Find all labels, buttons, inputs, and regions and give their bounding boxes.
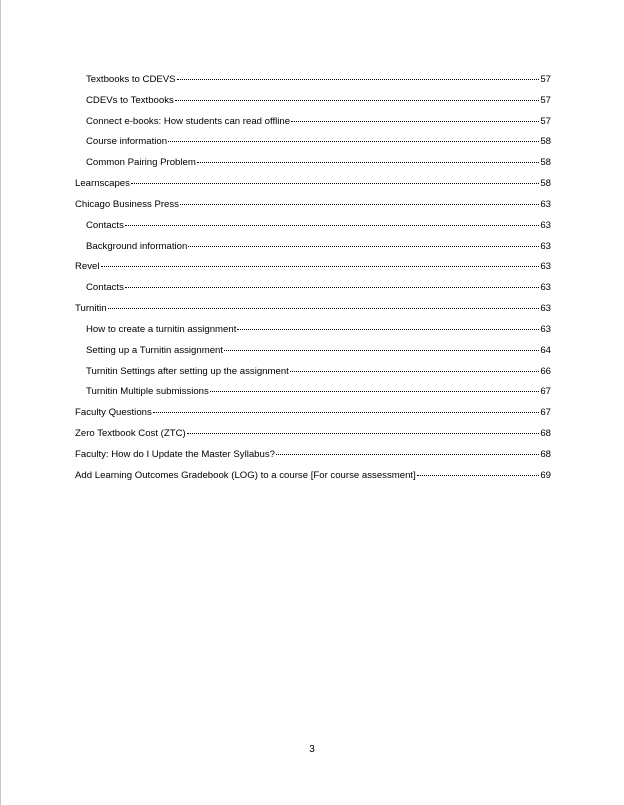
toc-entry[interactable]: [86, 73, 551, 87]
toc-entry-page: 64: [540, 345, 551, 356]
toc-dot-leader: [224, 349, 539, 351]
toc-entry[interactable]: [86, 365, 551, 379]
toc-entry[interactable]: [86, 94, 551, 108]
toc-entry[interactable]: [75, 406, 551, 420]
toc-dot-leader: [291, 120, 539, 122]
toc-entry-page: 68: [540, 428, 551, 439]
toc-entry[interactable]: [86, 385, 551, 399]
toc-entry-title: Course information: [86, 136, 168, 147]
toc-entry-title: Background information: [86, 241, 188, 252]
toc-entry-page: 58: [540, 136, 551, 147]
toc-entry-title: Textbooks to CDEVS: [86, 74, 176, 85]
toc-entry-page: 68: [540, 449, 551, 460]
toc-entry[interactable]: [86, 135, 551, 149]
toc-dot-leader: [108, 307, 540, 309]
toc-entry[interactable]: [86, 240, 551, 254]
toc-entry[interactable]: [75, 469, 551, 483]
toc-entry[interactable]: [75, 177, 551, 191]
toc-entry-page: 69: [540, 470, 551, 481]
toc-entry-title: Faculty Questions: [75, 407, 152, 418]
toc-entry-page: 63: [540, 241, 551, 252]
toc-entry-title: Setting up a Turnitin assignment: [86, 345, 224, 356]
toc-entry[interactable]: [75, 198, 551, 212]
toc-entry-page: 63: [540, 282, 551, 293]
toc-entry-title: Add Learning Outcomes Gradebook (LOG) to a course [For course assessment]: [75, 470, 416, 481]
toc-entry-title: Turnitin Multiple submissions: [86, 386, 209, 397]
toc-entry-page: 66: [540, 366, 551, 377]
toc-dot-leader: [131, 182, 539, 184]
toc-entry-page: 58: [540, 157, 551, 168]
toc-entry-title: Faculty: How do I Update the Master Syllabus?: [75, 449, 275, 460]
page-number: 3: [309, 744, 315, 755]
toc-dot-leader: [168, 140, 539, 142]
toc-dot-leader: [197, 161, 539, 163]
toc-entry[interactable]: [75, 448, 551, 462]
toc-entry-title: Turnitin: [75, 303, 107, 314]
toc-dot-leader: [276, 453, 539, 455]
toc-entry[interactable]: [86, 115, 551, 129]
toc-entry-page: 63: [540, 324, 551, 335]
toc-entry[interactable]: [86, 344, 551, 358]
toc-dot-leader: [177, 78, 540, 80]
toc-entry-title: CDEVs to Textbooks: [86, 95, 174, 106]
toc-dot-leader: [153, 411, 540, 413]
toc-entry[interactable]: [75, 302, 551, 316]
toc-dot-leader: [175, 99, 540, 101]
toc-entry-page: 63: [540, 261, 551, 272]
toc-dot-leader: [125, 224, 539, 226]
toc-entry-title: Common Pairing Problem: [86, 157, 196, 168]
toc-dot-leader: [125, 286, 539, 288]
toc-entry-page: 57: [540, 74, 551, 85]
toc-entry[interactable]: [86, 323, 551, 337]
toc-entry-title: Contacts: [86, 282, 124, 293]
toc-entry-page: 67: [540, 386, 551, 397]
toc-dot-leader: [188, 245, 539, 247]
toc-entry-page: 63: [540, 303, 551, 314]
toc-entry-title: Connect e-books: How students can read offline: [86, 116, 291, 127]
toc-entry-title: Contacts: [86, 220, 124, 231]
toc-dot-leader: [101, 265, 540, 267]
toc-dot-leader: [187, 432, 540, 434]
toc-entry-page: 57: [540, 116, 551, 127]
toc-entry-title: Turnitin Settings after setting up the assignment: [86, 366, 289, 377]
toc-entry[interactable]: [86, 281, 551, 295]
toc-dot-leader: [290, 370, 540, 372]
toc-entry-page: 63: [540, 220, 551, 231]
toc-entry[interactable]: [86, 156, 551, 170]
toc-entry-title: Chicago Business Press: [75, 199, 179, 210]
toc-entry-title: How to create a turnitin assignment: [86, 324, 237, 335]
toc-entry-page: 57: [540, 95, 551, 106]
toc-entry-title: Learnscapes: [75, 178, 130, 189]
toc-entry-page: 67: [540, 407, 551, 418]
toc-entry-title: Revel: [75, 261, 100, 272]
toc-entry[interactable]: [86, 219, 551, 233]
toc-entry[interactable]: [75, 260, 551, 274]
toc-dot-leader: [417, 474, 540, 476]
toc-dot-leader: [237, 328, 539, 330]
toc-dot-leader: [210, 390, 540, 392]
toc-entry-title: Zero Textbook Cost (ZTC): [75, 428, 186, 439]
toc-entry-page: 63: [540, 199, 551, 210]
page-edge: [0, 0, 1, 805]
toc-entry[interactable]: [75, 427, 551, 441]
toc-dot-leader: [180, 203, 539, 205]
toc-entry-page: 58: [540, 178, 551, 189]
